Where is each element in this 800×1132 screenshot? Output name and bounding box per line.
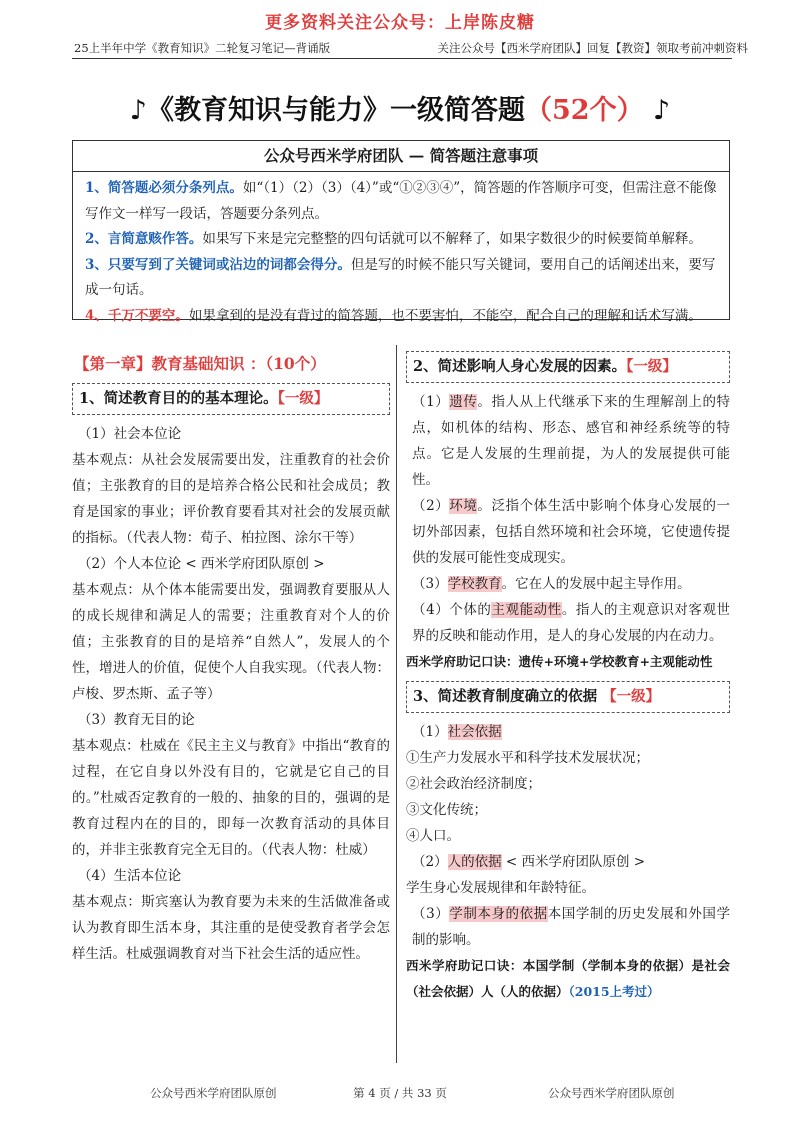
note-item — [85, 176, 717, 227]
factor-text: 。泛指个体生活中影响个体身心发展的一切外部因素，包括自然环境和社会环境，它使遗传提供的发展可能性变成现实。 — [412, 498, 731, 566]
column-divider — [396, 345, 397, 1063]
note-lead: 4、千万不要空。 — [85, 307, 189, 324]
factor-prefix: （3） — [412, 576, 448, 592]
level-tag: 【一级】 — [602, 688, 661, 705]
basis-1-item: ①生产力发展水平和科学技术发展状况； — [406, 750, 649, 766]
theory-3-body: 基本观点：杜威在《民主主义与教育》中指出“教育的过程，在它自身以外没有目的，它就是它自己的目的。”杜威否定教育的一般的、抽象的目的，强调的是教育过程内在的目的，即每一次教育活动的具体目的，并非主张教育完全无目的。（代表人物：杜威） — [72, 738, 390, 858]
notes-body — [73, 172, 729, 329]
title-count: （52个） — [525, 95, 644, 126]
theory-4-body: 基本观点：斯宾塞认为教育要为未来的生活做准备或认为教育即生活本身，其注重的是使受教育者学会怎样生活。杜威强调教育对当下社会生活的适应性。 — [72, 894, 390, 962]
question-title-text: 1、简述教育目的的基本理论。 — [79, 390, 278, 407]
note-text: 如果拿到的是没有背过的简答题，也不要害怕，不能空，配合自己的理解和话术写满。 — [188, 307, 702, 324]
factor-keyword: 学校教育 — [447, 576, 502, 592]
note-text: 如果写下来是完完整整的四句话就可以不解释了，如果字数很少的时候要简单解释。 — [202, 231, 702, 247]
note-item — [85, 304, 717, 330]
factor-text: 。指人从上代继承下来的生理解剖上的特点，如机体的结构、形态、感官和神经系统等的特点。它是人发展的生理前提，为人的发展提供可能性。 — [412, 394, 731, 488]
question-1-title — [72, 383, 390, 415]
right-column — [406, 345, 730, 1005]
mnemonic-1: 西米学府助记口诀：遗传+环境+学校教育+主观能动性 — [406, 654, 713, 669]
basis-2-head — [406, 849, 730, 875]
title-suffix: ♪ — [652, 95, 671, 126]
chapter-heading: 【第一章】教育基础知识 ：（10个） — [74, 354, 326, 373]
note-item — [85, 227, 717, 253]
note-lead: 2、言简意赅作答。 — [85, 231, 203, 247]
title-prefix: ♪《教育知识与能力》一级简答题 — [129, 95, 525, 126]
footer-right: 公众号西米学府团队原创 — [548, 1086, 675, 1100]
factor-text: 。它在人的发展中起主导作用。 — [501, 576, 691, 592]
question-title-text: 3、简述教育制度确立的依据 — [413, 688, 598, 705]
factor-4 — [406, 597, 730, 649]
basis-text: 本国学制的历史发展和外国学制的影响。 — [412, 906, 731, 948]
note-text: 如“（1）（2）（3）（4）”或“①②③④”，简答题的作答顺序可变，但需注意不能像写作文一样写一段话，答题要分条列点。 — [85, 180, 717, 222]
factor-keyword: 主观能动性 — [491, 602, 562, 618]
notes-heading: 公众号西米学府团队 — 简答题注意事项 — [73, 141, 729, 172]
basis-note: < 西米学府团队原创 > — [501, 854, 646, 870]
question-2-title — [406, 351, 730, 383]
theory-2-body: 基本观点：从个体本能需要出发，强调教育要服从人的成长规律和满足人的需要；注重教育对个人的价值；主张教育的目的是培养“自然人”，发展人的个性，增进人的价值，促使个人自我实现。（代表人物：卢梭、罗杰斯、孟子等） — [72, 582, 390, 702]
left-column — [72, 345, 390, 967]
level-tag: 【一级】 — [626, 358, 677, 375]
page-title — [0, 88, 800, 127]
factor-text: 。指人的主观意识对客观世界的反映和能动作用，是人的身心发展的内在动力。 — [412, 602, 731, 644]
factor-prefix: （1） — [412, 394, 450, 410]
level-tag: 【一级】 — [277, 390, 329, 407]
question-title-text: 2、简述影响人身心发展的因素。 — [413, 358, 627, 375]
basis-keyword: 人的依据 — [447, 854, 502, 870]
note-text: 但是写的时候不能只写关键词，要用自己的话阐述出来，要写成一句话。 — [85, 256, 716, 298]
notes-box — [72, 140, 730, 324]
header-left: 25上半年中学《教育知识》二轮复习笔记—背诵版 — [74, 41, 331, 55]
note-item — [85, 253, 717, 304]
footer-left: 公众号西米学府团队原创 — [150, 1086, 277, 1100]
theory-3-head: （3）教育无目的论 — [78, 712, 195, 728]
basis-1-head — [406, 719, 730, 745]
header-rule — [72, 58, 732, 59]
basis-keyword: 学制本身的依据 — [449, 906, 548, 922]
basis-1-item: ②社会政治经济制度； — [406, 776, 541, 792]
note-lead: 1、简答题必须分条列点。 — [85, 180, 243, 196]
basis-prefix: （1） — [412, 724, 448, 740]
factor-keyword: 遗传 — [449, 394, 478, 410]
basis-2-body: 学生身心发展规律和年龄特征。 — [406, 880, 595, 896]
footer-page-number: 第 4 页 / 共 33 页 — [353, 1086, 447, 1100]
factor-2 — [406, 493, 730, 571]
note-lead: 3、只要写到了关键词或沾边的词都会得分。 — [85, 256, 351, 273]
theory-1-body: 基本观点：从社会发展需要出发，注重教育的社会价值；主张教育的目的是培养合格公民和社会成员；教育是国家的事业；评价教育要看其对社会的发展贡献的指标。（代表人物：荀子、柏拉图、涂尔干等） — [72, 452, 390, 546]
mnemonic-2 — [406, 953, 730, 1005]
exam-note: （2015上考过） — [568, 984, 660, 999]
basis-prefix: （2） — [412, 854, 448, 870]
factor-1 — [406, 389, 730, 493]
theory-2-head: （2）个人本位论 < 西米学府团队原创 > — [78, 556, 325, 572]
theory-1-head: （1）社会本位论 — [78, 426, 182, 442]
factor-keyword: 环境 — [449, 498, 478, 514]
basis-1-item: ④人口。 — [406, 828, 460, 844]
promo-banner: 更多资料关注公众号：上岸陈皮糖 — [265, 13, 535, 33]
question-3-title — [406, 681, 730, 713]
header-right: 关注公众号【西米学府团队】回复【教资】领取考前冲刺资料 — [437, 41, 748, 55]
mnemonic-text: 西米学府助记口诀：本国学制（学制本身的依据）是社会（社会依据）人（人的依据） — [406, 958, 730, 999]
basis-prefix: （3） — [412, 906, 450, 922]
theory-4-head: （4）生活本位论 — [78, 868, 182, 884]
factor-3 — [406, 571, 730, 597]
basis-3 — [406, 901, 730, 953]
factor-prefix: （4）个体的 — [412, 602, 492, 618]
factor-prefix: （2） — [412, 498, 450, 514]
basis-keyword: 社会依据 — [447, 724, 502, 740]
basis-1-item: ③文化传统； — [406, 802, 487, 818]
